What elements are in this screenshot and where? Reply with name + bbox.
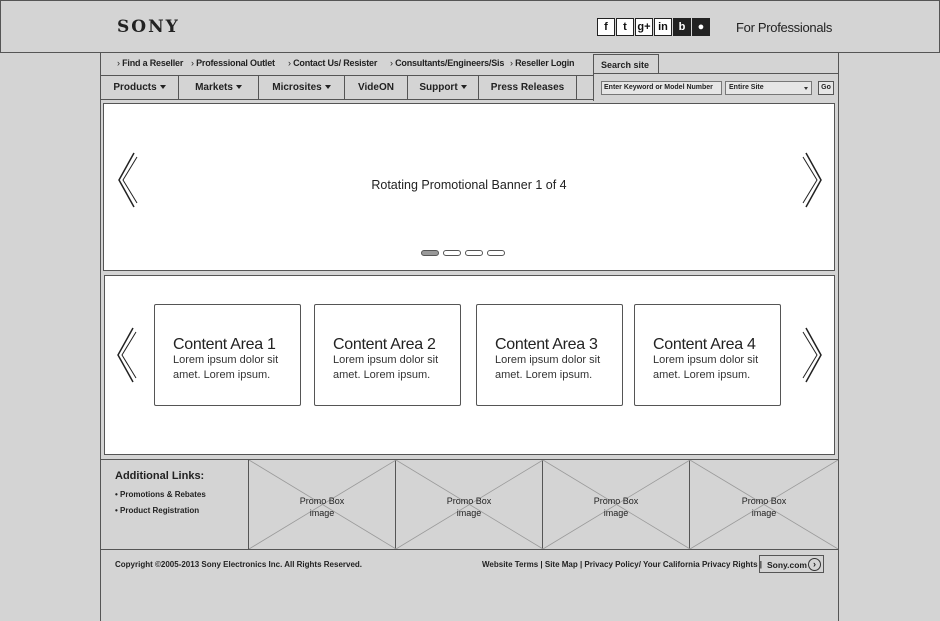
content-area-card[interactable]	[314, 304, 461, 406]
promo-box-line: image	[456, 508, 482, 518]
search-go-button[interactable]: Go	[818, 81, 834, 95]
social-links	[597, 18, 710, 36]
chevron-down-icon	[804, 87, 808, 90]
nav-products[interactable]	[101, 76, 179, 99]
content-area-body: Lorem ipsum dolor sit	[333, 354, 439, 366]
nav-label: Press Releases	[490, 82, 565, 93]
promo-box-line: Promo Box	[299, 496, 345, 506]
promo-box-line: image	[603, 508, 629, 518]
content-area-body: Lorem ipsum dolor sit	[173, 354, 279, 366]
pager-dot[interactable]	[465, 250, 483, 256]
search-site-tab[interactable]: Search site	[593, 54, 659, 74]
sony-com-button[interactable]	[759, 555, 824, 573]
nav-label: Products	[113, 82, 157, 93]
content-area-body: amet. Lorem ipsum.	[173, 369, 271, 381]
promo-box-line: image	[751, 508, 777, 518]
chevron-down-icon	[325, 85, 331, 89]
chevron-left-icon[interactable]	[115, 326, 137, 384]
content-area-body: amet. Lorem ipsum.	[495, 369, 593, 381]
linkedin-icon[interactable]: in	[654, 18, 672, 36]
pager-dot[interactable]	[421, 250, 439, 256]
content-area-body: amet. Lorem ipsum.	[653, 369, 751, 381]
content-area-title: Content Area 3	[495, 336, 598, 353]
footer-links[interactable]: Website Terms | Site Map | Privacy Policy/ Your California Privacy Rights |	[482, 560, 762, 569]
content-area-title: Content Area 4	[653, 336, 756, 353]
chevron-right-icon[interactable]	[802, 151, 824, 209]
content-area-card[interactable]	[154, 304, 301, 406]
nav-label: Support	[419, 82, 458, 93]
reseller-login-link[interactable]: › Reseller Login	[510, 58, 574, 68]
promo-box-label	[690, 495, 838, 519]
search-scope-value: Entire Site	[729, 84, 764, 91]
content-area-title: Content Area 2	[333, 336, 436, 353]
chevron-down-icon	[236, 85, 242, 89]
promo-box-line: Promo Box	[446, 496, 492, 506]
page-border-right	[838, 53, 839, 621]
promo-box-line: image	[309, 508, 335, 518]
consultants-link[interactable]: › Consultants/Engineers/Sis	[390, 58, 504, 68]
contact-us-link[interactable]: › Contact Us/ Resister	[288, 58, 377, 68]
nav-label: Markets	[195, 82, 233, 93]
main-nav	[101, 75, 593, 100]
promo-box[interactable]	[249, 460, 396, 549]
facebook-icon[interactable]: f	[597, 18, 615, 36]
lower-section	[101, 459, 838, 550]
chevron-down-icon	[461, 85, 467, 89]
sony-logo[interactable]: SONY	[117, 17, 180, 37]
promo-box-label	[249, 495, 395, 519]
sony-com-label: Sony.com	[767, 560, 807, 570]
promo-box-label	[396, 495, 542, 519]
additional-links-title: Additional Links:	[115, 470, 205, 482]
google-plus-icon[interactable]: g+	[635, 18, 653, 36]
nav-videon[interactable]	[345, 76, 408, 99]
banner-caption: Rotating Promotional Banner 1 of 4	[371, 178, 567, 192]
nav-markets[interactable]	[179, 76, 259, 99]
product-registration-link[interactable]: • Product Registration	[115, 506, 200, 515]
search-panel	[593, 73, 838, 101]
pager-dot[interactable]	[487, 250, 505, 256]
content-area-card[interactable]	[476, 304, 623, 406]
content-area-body: Lorem ipsum dolor sit	[495, 354, 601, 366]
promo-box-line: Promo Box	[741, 496, 787, 506]
twitter-icon[interactable]: t	[616, 18, 634, 36]
promo-banner	[103, 103, 835, 271]
arrow-right-icon: ›	[808, 558, 821, 571]
nav-label: Microsites	[272, 82, 322, 93]
content-area-body: Lorem ipsum dolor sit	[653, 354, 759, 366]
site-footer	[101, 551, 838, 581]
content-area-body: amet. Lorem ipsum.	[333, 369, 431, 381]
blogger-icon[interactable]: b	[673, 18, 691, 36]
nav-support[interactable]	[408, 76, 479, 99]
chevron-down-icon	[160, 85, 166, 89]
professional-outlet-link[interactable]: › Professional Outlet	[191, 58, 275, 68]
site-header	[0, 0, 940, 53]
for-professionals-link[interactable]: For Professionals	[736, 20, 833, 35]
search-scope-select[interactable]	[725, 81, 812, 95]
content-area-title: Content Area 1	[173, 336, 276, 353]
promo-box[interactable]	[396, 460, 543, 549]
promo-box-label	[543, 495, 689, 519]
utility-links	[101, 53, 593, 75]
content-carousel	[104, 275, 835, 455]
chat-icon[interactable]: ●	[692, 18, 710, 36]
nav-press-releases[interactable]	[479, 76, 577, 99]
promo-box[interactable]	[543, 460, 690, 549]
nav-microsites[interactable]	[259, 76, 345, 99]
copyright-text: Copyright ©2005-2013 Sony Electronics Inc. All Rights Reserved.	[115, 560, 363, 569]
nav-label: VideON	[358, 82, 394, 93]
find-reseller-link[interactable]: › Find a Reseller	[117, 58, 183, 68]
content-area-card[interactable]	[634, 304, 781, 406]
pager-dot[interactable]	[443, 250, 461, 256]
promotions-rebates-link[interactable]: • Promotions & Rebates	[115, 490, 206, 499]
promo-box[interactable]	[690, 460, 838, 549]
chevron-right-icon[interactable]	[802, 326, 824, 384]
search-input[interactable]: Enter Keyword or Model Number	[601, 81, 722, 95]
promo-box-line: Promo Box	[593, 496, 639, 506]
additional-links	[101, 460, 249, 549]
banner-pager	[421, 250, 505, 256]
